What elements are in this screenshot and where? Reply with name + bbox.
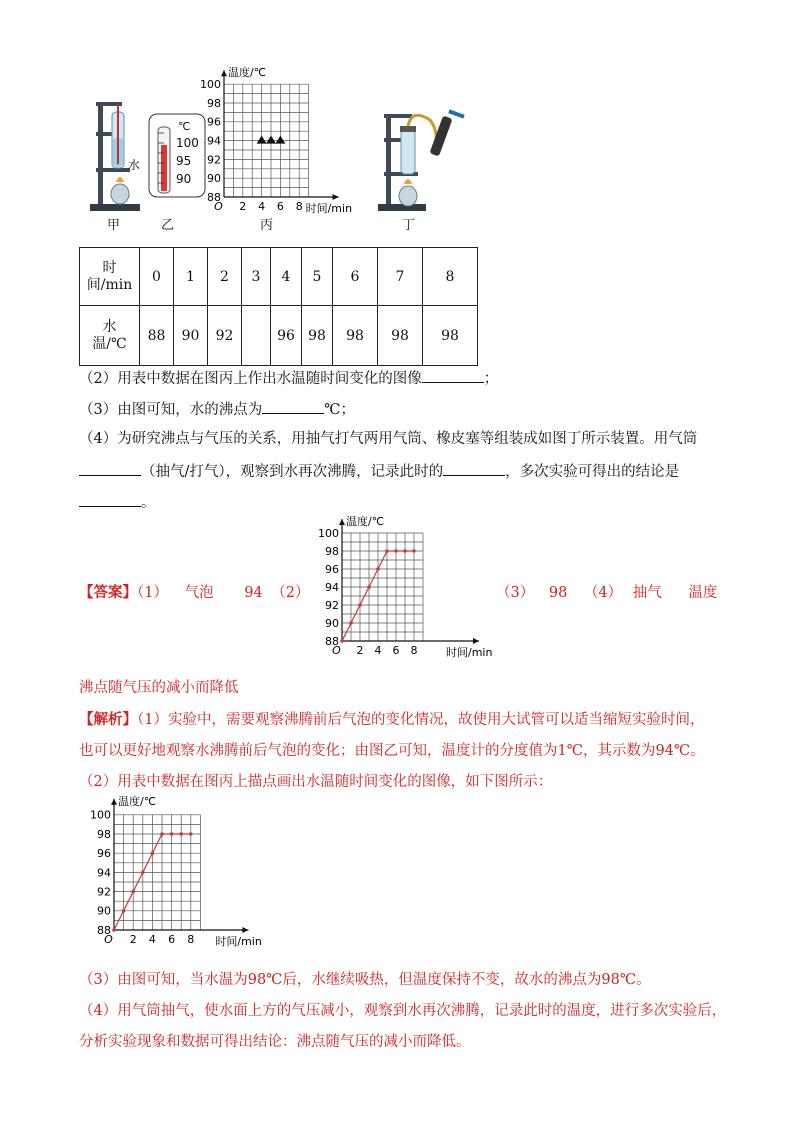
answer-conclusion: 沸点随气压的减小而降低 (79, 680, 239, 696)
table-cell (242, 306, 271, 366)
analysis-line3: （2）用表中数据在图丙上描点画出水温随时间变化的图像，如下图所示： (79, 774, 553, 790)
graph-bing (196, 66, 353, 218)
answer-blank[interactable] (262, 398, 324, 414)
y-tick-label: 88 (207, 190, 221, 204)
table-cell: 90 (174, 306, 208, 366)
table-cell: 92 (208, 306, 242, 366)
table-cell: 88 (140, 306, 174, 366)
table-cell: 5 (302, 248, 333, 306)
y-tick-label: 100 (200, 78, 221, 92)
answer-row-right: （3） 98 （4） 抽气 温度 (496, 585, 718, 601)
question-3: （3）由图可知，水的沸点为 ℃； (79, 398, 355, 420)
data-point (189, 832, 193, 836)
x-axis-label: 时间/min (215, 935, 262, 948)
origin-label: O (104, 933, 113, 946)
origin-label: O (214, 200, 223, 213)
y-tick-label: 90 (325, 616, 339, 630)
table-cell: 6 (333, 248, 378, 306)
data-point-triangle (275, 136, 285, 144)
y-tick-label: 88 (97, 923, 111, 937)
table-header-time: 时 间/min (80, 248, 140, 306)
y-axis-arrow (111, 799, 117, 805)
apparatus-ding (378, 110, 466, 214)
y-tick-label: 92 (325, 598, 339, 612)
y-axis-label: 温度/℃ (118, 794, 157, 808)
y-tick-label: 98 (207, 96, 221, 110)
y-tick-label: 92 (97, 885, 111, 899)
analysis-line4: （3）由图可知，当水温为98℃后，水继续吸热，但温度保持不变，故水的沸点为98℃。 (79, 972, 651, 988)
table-cell: 1 (174, 248, 208, 306)
table-cell: 0 (140, 248, 174, 306)
data-point (340, 639, 344, 643)
x-axis-arrow (473, 638, 479, 644)
x-axis-label: 时间/min (305, 202, 353, 215)
table-row (80, 306, 478, 366)
fig-label-ding: 丁 (402, 218, 416, 233)
x-axis-arrow (242, 927, 248, 933)
celsius-label: ℃ (178, 120, 191, 133)
analysis-line1: 【解析】（1）实验中，需要观察沸腾前后气泡的变化情况，故使用大试管可以适当缩短实验时间， (79, 711, 705, 728)
answer-blank[interactable] (79, 491, 141, 507)
data-table (79, 247, 478, 366)
x-tick-label: 4 (258, 200, 266, 213)
answer-row: 【答案】（1） 气泡 94 （2） (79, 584, 310, 601)
x-tick-label: 6 (168, 933, 176, 946)
y-axis-label: 温度/℃ (346, 515, 385, 528)
fig-label-jia: 甲 (107, 218, 121, 233)
y-tick-label: 100 (90, 808, 111, 822)
analysis-line5: （4）用气筒抽气，使水面上方的气压减小，观察到水再次沸腾，记录此时的温度，进行多次实验后， (79, 1003, 727, 1019)
y-tick-label: 96 (325, 562, 339, 576)
x-tick-label: 4 (148, 933, 156, 946)
answer-blank[interactable] (443, 460, 505, 476)
data-point (179, 832, 183, 836)
x-tick-label: 8 (410, 644, 418, 657)
table-cell: 3 (242, 248, 271, 306)
table-cell: 2 (208, 248, 242, 306)
data-point (112, 928, 116, 932)
table-cell: 98 (378, 306, 423, 366)
question-4-line3: 。 (79, 491, 156, 513)
data-point (412, 549, 416, 553)
data-point (367, 585, 371, 589)
table-cell: 98 (333, 306, 378, 366)
data-point (151, 851, 155, 855)
x-tick-label: 4 (374, 644, 382, 657)
graph-answer (316, 515, 494, 660)
table-cell: 98 (423, 306, 478, 366)
x-tick-label: 2 (356, 644, 364, 657)
water-label: 水 (128, 158, 141, 172)
analysis-line2: 也可以更好地观察水沸腾前后气泡的变化；由图乙可知，温度计的分度值为1℃，其示数为94℃。 (79, 743, 705, 759)
data-point-triangle (266, 136, 276, 144)
y-tick-label: 96 (97, 847, 111, 861)
analysis-line6: 分析实验现象和数据可得出结论：沸点随气压的减小而降低。 (79, 1034, 471, 1050)
answer-label: 【答案】 (79, 584, 137, 601)
y-tick-label: 94 (325, 580, 339, 594)
thermo-tick-100: 100 (176, 136, 199, 150)
table-cell: 7 (378, 248, 423, 306)
y-tick-label: 88 (325, 634, 339, 648)
table-header-temp: 水 温/℃ (80, 306, 140, 366)
x-axis-label: 时间/min (446, 646, 493, 659)
y-tick-label: 90 (97, 904, 111, 918)
analysis-label: 【解析】 (79, 711, 137, 728)
data-point (170, 832, 174, 836)
y-axis-arrow (221, 70, 227, 76)
thermo-tick-95: 95 (176, 154, 192, 168)
fig-label-yi: 乙 (161, 218, 175, 233)
data-point (376, 567, 380, 571)
y-tick-label: 94 (207, 134, 221, 148)
y-axis-arrow (339, 519, 345, 525)
data-point-triangle (257, 136, 267, 144)
fig-label-bing: 丙 (260, 218, 274, 233)
data-point (160, 832, 164, 836)
question-4-line2: （抽气/打气），观察到水再次沸腾，记录此时的 ，多次实验可得出的结论是 (79, 460, 679, 482)
graph-analysis (82, 793, 276, 949)
y-tick-label: 94 (97, 866, 111, 880)
answer-blank[interactable] (79, 460, 141, 476)
data-point (385, 549, 389, 553)
data-point (122, 909, 126, 913)
table-cell: 4 (271, 248, 302, 306)
y-tick-label: 98 (325, 544, 339, 558)
thermo-tick-90: 90 (176, 172, 192, 186)
data-point (131, 890, 135, 894)
table-row (80, 248, 478, 306)
y-tick-label: 100 (318, 526, 339, 540)
data-point (394, 549, 398, 553)
origin-label: O (332, 644, 341, 657)
x-tick-label: 2 (129, 933, 137, 946)
x-tick-label: 6 (392, 644, 400, 657)
x-tick-label: 8 (187, 933, 195, 946)
data-point (141, 871, 145, 875)
y-axis-label: 温度/℃ (228, 66, 267, 80)
table-cell: 96 (271, 306, 302, 366)
x-tick-label: 6 (276, 200, 284, 213)
data-point (403, 549, 407, 553)
y-tick-label: 98 (97, 827, 111, 841)
y-tick-label: 96 (207, 115, 221, 129)
table-cell: 98 (302, 306, 333, 366)
y-tick-label: 92 (207, 153, 221, 167)
y-tick-label: 90 (207, 172, 221, 186)
table-cell: 8 (423, 248, 478, 306)
data-point (349, 621, 353, 625)
x-tick-label: 8 (295, 200, 303, 213)
question-2: （2）用表中数据在图丙上作出水温随时间变化的图像 ； (79, 367, 498, 389)
x-tick-label: 2 (239, 200, 247, 213)
data-point (358, 603, 362, 607)
x-axis-arrow (333, 194, 339, 200)
question-4-line1: （4）为研究沸点与气压的关系，用抽气打气两用气筒、橡皮塞等组装成如图丁所示装置。用气筒 (79, 431, 698, 447)
answer-blank[interactable] (422, 367, 484, 383)
